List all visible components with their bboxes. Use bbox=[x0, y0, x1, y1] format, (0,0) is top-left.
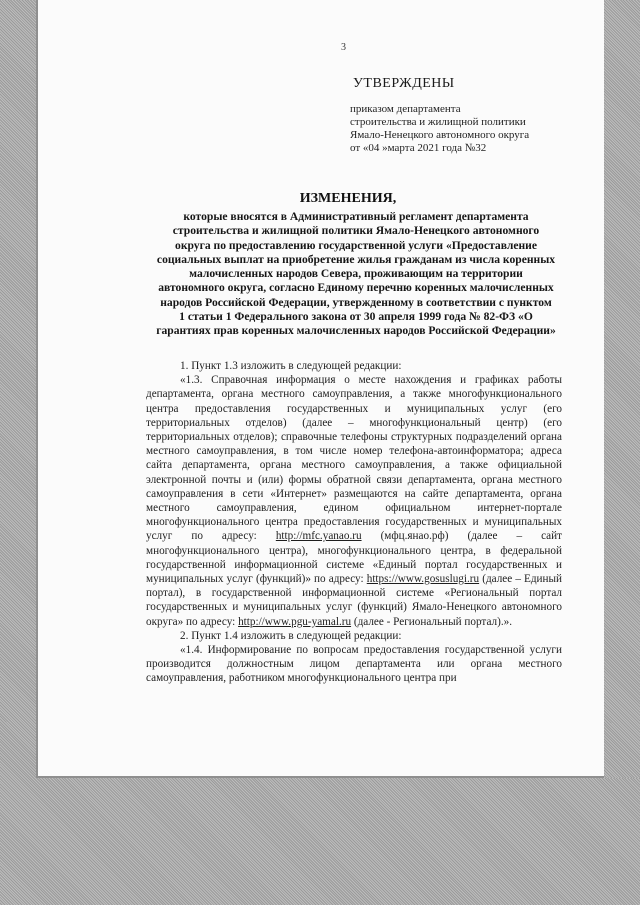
item2-heading: 2. Пункт 1.4 изложить в следующей редакции: bbox=[180, 629, 402, 642]
item2-paragraph: «1.4. Информирование по вопросам предоставления государственной услуги производится должностным лицом департамента или органа местного самоуправления, работником многофункционального центра при bbox=[146, 644, 562, 685]
scan-margin-left bbox=[0, 0, 36, 905]
document-body bbox=[146, 359, 562, 686]
item1-paragraph bbox=[146, 373, 562, 629]
item1-heading: 1. Пункт 1.3 изложить в следующей редакции: bbox=[180, 360, 402, 372]
gosuslugi-link[interactable]: https://www.gosuslugi.ru bbox=[366, 573, 480, 586]
scan-margin-right bbox=[604, 0, 640, 905]
mfc-link[interactable]: http://mfc.yanao.ru bbox=[275, 530, 362, 543]
page-number: 3 bbox=[341, 42, 346, 53]
order-line: Ямало-Ненецкого автономного округа bbox=[350, 129, 530, 141]
item1-text-b: (мфц.янао.рф) (далее – сайт многофункционального центра), многофункционального центра, в федеральной государственной информационной системе «Единый портал государственных и муниципальных услуг (функций)» по адресу: bbox=[146, 530, 563, 586]
order-line: строительства и жилищной политики bbox=[350, 116, 526, 128]
scan-margin-bottom bbox=[0, 778, 640, 905]
document-title: ИЗМЕНЕНИЯ, bbox=[299, 191, 397, 206]
item1-text-d: (далее - Региональный портал).». bbox=[353, 615, 513, 628]
approval-order-block bbox=[350, 103, 529, 155]
document-subtitle: которые вносятся в Административный регламент департамента строительства и жилищной политики Ямало-Ненецкого автономного округа по предоставлению государственной услуги «Предоставление социальных выплат на приобретение жилья гражданам из числа коренных малочисленных народов Севера, проживающим на территории автономного округа, согласно Единому перечню коренных малочисленных народов Российской Федерации, утвержденному в соответствии с пунктом 1 статьи 1 Федерального закона от 30 апреля 1999 года № 82-ФЗ «О гарантиях прав коренных малочисленных народов Российской Федерации» bbox=[156, 210, 556, 338]
document-page bbox=[38, 0, 604, 776]
item1-text-c: (далее – Единый портал), в государственной информационной системе «Региональный портал государственных и муниципальных услуг (функций) Ямало-Ненецкого автономного округа» по адресу: bbox=[146, 573, 563, 628]
order-line: приказом департамента bbox=[350, 103, 461, 115]
approval-heading: УТВЕРЖДЕНЫ bbox=[353, 76, 455, 91]
pgu-link[interactable]: http://www.pgu-yamal.ru bbox=[238, 615, 352, 628]
order-line: от «04 »марта 2021 года №32 bbox=[350, 142, 487, 154]
item1-text-a: «1.3. Справочная информация о месте нахождения и графиках работы департамента, органа местного самоуправления, а также многофункционального центра предоставления государственных и муниципальных услуг (его территориальных отделов) (далее – многофункциональный центр) (его территориальных отделов); справочные телефоны структурных подразделений органа местного самоуправления, в том числе номер телефона-автоинформатора; адреса сайта департамента, органа местного самоуправления, а также официальной электронной почты и (или) формы обратной связи департамента, органа местного самоуправления в сети «Интернет» размещаются на сайте департамента, органа местного самоуправления, едином официальном интернет-портале многофункционального центра предоставления государственных и муниципальных услуг по адресу: bbox=[146, 374, 562, 543]
